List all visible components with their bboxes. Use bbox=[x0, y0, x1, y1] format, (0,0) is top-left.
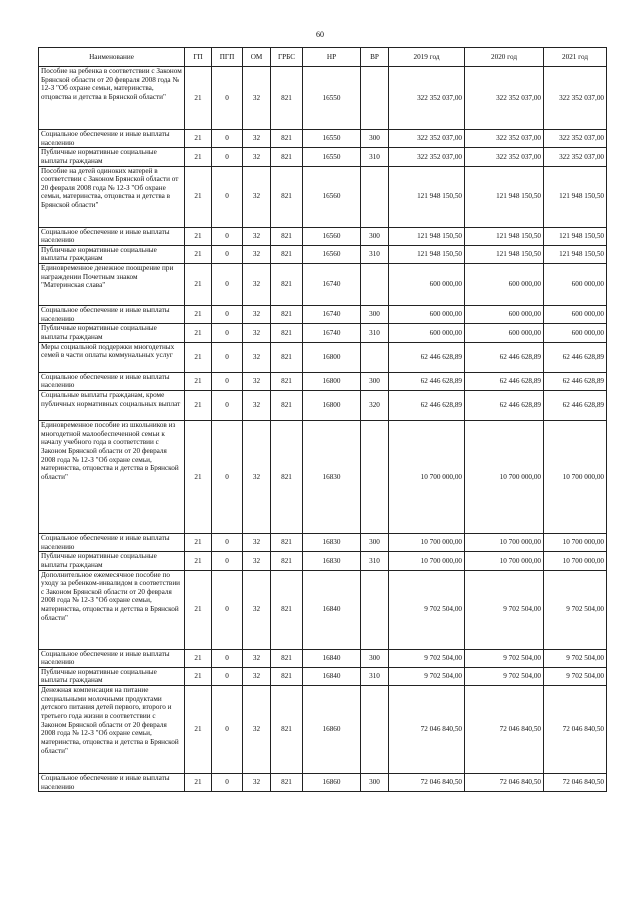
cell-gp: 21 bbox=[185, 130, 212, 148]
cell-gp: 21 bbox=[185, 324, 212, 342]
cell-2021: 62 446 628,89 bbox=[544, 342, 607, 372]
cell-2021: 9 702 504,00 bbox=[544, 570, 607, 649]
cell-vr bbox=[361, 166, 389, 227]
table-row bbox=[39, 67, 607, 130]
cell-2020: 62 446 628,89 bbox=[465, 372, 544, 390]
cell-nr: 16740 bbox=[303, 264, 361, 306]
cell-grbs: 821 bbox=[271, 420, 303, 533]
cell-grbs: 821 bbox=[271, 264, 303, 306]
table-row bbox=[39, 130, 607, 148]
cell-name: Единовременное денежное поощрение при награждении Почетным знаком "Материнская слава" bbox=[39, 264, 185, 306]
cell-gp: 21 bbox=[185, 774, 212, 792]
cell-vr: 310 bbox=[361, 148, 389, 166]
cell-gp: 21 bbox=[185, 264, 212, 306]
cell-om: 32 bbox=[243, 667, 271, 685]
cell-2020: 121 948 150,50 bbox=[465, 227, 544, 245]
cell-2021: 600 000,00 bbox=[544, 324, 607, 342]
cell-vr: 300 bbox=[361, 306, 389, 324]
table-row bbox=[39, 570, 607, 649]
cell-vr: 310 bbox=[361, 324, 389, 342]
table-row bbox=[39, 686, 607, 774]
cell-grbs: 821 bbox=[271, 533, 303, 551]
cell-om: 32 bbox=[243, 324, 271, 342]
cell-om: 32 bbox=[243, 420, 271, 533]
cell-grbs: 821 bbox=[271, 390, 303, 420]
cell-vr bbox=[361, 420, 389, 533]
cell-gp: 21 bbox=[185, 148, 212, 166]
cell-om: 32 bbox=[243, 390, 271, 420]
table-row bbox=[39, 533, 607, 551]
cell-2021: 322 352 037,00 bbox=[544, 148, 607, 166]
column-header: ПГП bbox=[212, 48, 243, 67]
table-row bbox=[39, 324, 607, 342]
cell-grbs: 821 bbox=[271, 130, 303, 148]
cell-name: Социальное обеспечение и иные выплаты населению bbox=[39, 774, 185, 792]
cell-pgp: 0 bbox=[212, 67, 243, 130]
cell-om: 32 bbox=[243, 686, 271, 774]
cell-grbs: 821 bbox=[271, 552, 303, 570]
cell-grbs: 821 bbox=[271, 774, 303, 792]
column-header: НР bbox=[303, 48, 361, 67]
cell-grbs: 821 bbox=[271, 324, 303, 342]
cell-nr: 16800 bbox=[303, 372, 361, 390]
cell-nr: 16560 bbox=[303, 166, 361, 227]
cell-om: 32 bbox=[243, 649, 271, 667]
cell-pgp: 0 bbox=[212, 533, 243, 551]
cell-pgp: 0 bbox=[212, 166, 243, 227]
cell-nr: 16550 bbox=[303, 67, 361, 130]
table-header-row bbox=[39, 48, 607, 67]
cell-2019: 62 446 628,89 bbox=[389, 342, 465, 372]
cell-gp: 21 bbox=[185, 667, 212, 685]
cell-2020: 121 948 150,50 bbox=[465, 245, 544, 263]
cell-gp: 21 bbox=[185, 306, 212, 324]
cell-grbs: 821 bbox=[271, 67, 303, 130]
column-header: ВР bbox=[361, 48, 389, 67]
cell-vr bbox=[361, 264, 389, 306]
cell-om: 32 bbox=[243, 148, 271, 166]
cell-pgp: 0 bbox=[212, 342, 243, 372]
cell-pgp: 0 bbox=[212, 245, 243, 263]
cell-grbs: 821 bbox=[271, 570, 303, 649]
cell-2019: 600 000,00 bbox=[389, 264, 465, 306]
cell-2021: 62 446 628,89 bbox=[544, 372, 607, 390]
cell-2021: 600 000,00 bbox=[544, 306, 607, 324]
cell-pgp: 0 bbox=[212, 130, 243, 148]
cell-2019: 10 700 000,00 bbox=[389, 552, 465, 570]
cell-2020: 121 948 150,50 bbox=[465, 166, 544, 227]
cell-grbs: 821 bbox=[271, 166, 303, 227]
column-header: ГРБС bbox=[271, 48, 303, 67]
table-row bbox=[39, 390, 607, 420]
cell-pgp: 0 bbox=[212, 420, 243, 533]
cell-2021: 72 046 840,50 bbox=[544, 774, 607, 792]
cell-2019: 121 948 150,50 bbox=[389, 166, 465, 227]
cell-om: 32 bbox=[243, 342, 271, 372]
cell-pgp: 0 bbox=[212, 686, 243, 774]
column-header: 2020 год bbox=[465, 48, 544, 67]
cell-vr: 300 bbox=[361, 774, 389, 792]
cell-om: 32 bbox=[243, 306, 271, 324]
cell-2020: 10 700 000,00 bbox=[465, 420, 544, 533]
table-row bbox=[39, 245, 607, 263]
column-header: Наименование bbox=[39, 48, 185, 67]
cell-name: Публичные нормативные социальные выплаты гражданам bbox=[39, 552, 185, 570]
cell-name: Дополнительное ежемесячное пособие по уходу за ребенком-инвалидом в соответствии с Законом Брянской области от 20 февраля 2008 года № 12-З "Об охране семьи, материнства, отцовства и детства в Брянской области" bbox=[39, 570, 185, 649]
table-row bbox=[39, 342, 607, 372]
cell-vr: 300 bbox=[361, 649, 389, 667]
cell-2020: 9 702 504,00 bbox=[465, 649, 544, 667]
cell-pgp: 0 bbox=[212, 264, 243, 306]
cell-gp: 21 bbox=[185, 649, 212, 667]
table-row bbox=[39, 306, 607, 324]
cell-2021: 9 702 504,00 bbox=[544, 667, 607, 685]
cell-2020: 600 000,00 bbox=[465, 324, 544, 342]
cell-2021: 10 700 000,00 bbox=[544, 552, 607, 570]
table-row bbox=[39, 227, 607, 245]
cell-vr: 300 bbox=[361, 372, 389, 390]
cell-nr: 16800 bbox=[303, 390, 361, 420]
cell-nr: 16560 bbox=[303, 227, 361, 245]
table-row bbox=[39, 420, 607, 533]
cell-nr: 16560 bbox=[303, 245, 361, 263]
cell-gp: 21 bbox=[185, 552, 212, 570]
cell-grbs: 821 bbox=[271, 649, 303, 667]
cell-name: Меры социальной поддержки многодетных семей в части оплаты коммунальных услуг bbox=[39, 342, 185, 372]
cell-name: Денежная компенсация на питание специальными молочными продуктами детского питания детей первого, второго и третьего года жизни в соответствии с Законом Брянской области от 20 февраля 2008 года № 12-З "Об охране семьи, материнства, отцовства и детства в Брянской области" bbox=[39, 686, 185, 774]
column-header: ОМ bbox=[243, 48, 271, 67]
cell-2019: 10 700 000,00 bbox=[389, 420, 465, 533]
cell-om: 32 bbox=[243, 552, 271, 570]
cell-name: Единовременное пособие из школьников из многодетной малообеспеченной семьи к началу учебного года в соответствии с Законом Брянской области от 20 февраля 2008 года № 12-З "Об охране семьи, материнства, отцовства и детства в Брянской области" bbox=[39, 420, 185, 533]
cell-2020: 62 446 628,89 bbox=[465, 390, 544, 420]
cell-2019: 121 948 150,50 bbox=[389, 227, 465, 245]
cell-grbs: 821 bbox=[271, 372, 303, 390]
cell-gp: 21 bbox=[185, 67, 212, 130]
cell-om: 32 bbox=[243, 245, 271, 263]
cell-vr bbox=[361, 342, 389, 372]
cell-2020: 10 700 000,00 bbox=[465, 552, 544, 570]
table-row bbox=[39, 649, 607, 667]
cell-om: 32 bbox=[243, 774, 271, 792]
cell-2020: 62 446 628,89 bbox=[465, 342, 544, 372]
cell-2019: 10 700 000,00 bbox=[389, 533, 465, 551]
cell-nr: 16860 bbox=[303, 686, 361, 774]
cell-pgp: 0 bbox=[212, 649, 243, 667]
cell-nr: 16840 bbox=[303, 570, 361, 649]
cell-nr: 16840 bbox=[303, 649, 361, 667]
cell-2021: 62 446 628,89 bbox=[544, 390, 607, 420]
cell-pgp: 0 bbox=[212, 372, 243, 390]
cell-name: Пособие на детей одиноких матерей в соответствии с Законом Брянской области от 20 февраля 2008 года № 12-З "Об охране семьи, материнства, отцовства и детства в Брянской области" bbox=[39, 166, 185, 227]
cell-vr: 310 bbox=[361, 245, 389, 263]
cell-pgp: 0 bbox=[212, 774, 243, 792]
cell-2021: 322 352 037,00 bbox=[544, 67, 607, 130]
cell-om: 32 bbox=[243, 166, 271, 227]
cell-vr bbox=[361, 570, 389, 649]
cell-2021: 9 702 504,00 bbox=[544, 649, 607, 667]
cell-2021: 121 948 150,50 bbox=[544, 227, 607, 245]
cell-name: Социальные выплаты гражданам, кроме публичных нормативных социальных выплат bbox=[39, 390, 185, 420]
cell-2021: 121 948 150,50 bbox=[544, 245, 607, 263]
cell-2021: 121 948 150,50 bbox=[544, 166, 607, 227]
cell-nr: 16800 bbox=[303, 342, 361, 372]
cell-name: Социальное обеспечение и иные выплаты населению bbox=[39, 372, 185, 390]
cell-2020: 322 352 037,00 bbox=[465, 67, 544, 130]
table-row bbox=[39, 148, 607, 166]
table-row bbox=[39, 264, 607, 306]
cell-name: Социальное обеспечение и иные выплаты населению bbox=[39, 649, 185, 667]
cell-name: Социальное обеспечение и иные выплаты населению bbox=[39, 306, 185, 324]
cell-gp: 21 bbox=[185, 686, 212, 774]
page-number: 60 bbox=[316, 30, 324, 39]
cell-gp: 21 bbox=[185, 390, 212, 420]
cell-pgp: 0 bbox=[212, 570, 243, 649]
column-header: ГП bbox=[185, 48, 212, 67]
cell-grbs: 821 bbox=[271, 667, 303, 685]
table-row bbox=[39, 552, 607, 570]
cell-grbs: 821 bbox=[271, 148, 303, 166]
cell-om: 32 bbox=[243, 533, 271, 551]
cell-grbs: 821 bbox=[271, 686, 303, 774]
cell-nr: 16550 bbox=[303, 130, 361, 148]
cell-om: 32 bbox=[243, 227, 271, 245]
cell-gp: 21 bbox=[185, 372, 212, 390]
cell-name: Публичные нормативные социальные выплаты гражданам bbox=[39, 324, 185, 342]
cell-2020: 72 046 840,50 bbox=[465, 686, 544, 774]
cell-name: Социальное обеспечение и иные выплаты населению bbox=[39, 227, 185, 245]
cell-nr: 16740 bbox=[303, 306, 361, 324]
cell-2020: 72 046 840,50 bbox=[465, 774, 544, 792]
cell-om: 32 bbox=[243, 264, 271, 306]
column-header: 2019 год bbox=[389, 48, 465, 67]
cell-om: 32 bbox=[243, 570, 271, 649]
cell-2021: 72 046 840,50 bbox=[544, 686, 607, 774]
cell-vr: 300 bbox=[361, 533, 389, 551]
cell-2019: 72 046 840,50 bbox=[389, 686, 465, 774]
cell-2019: 322 352 037,00 bbox=[389, 148, 465, 166]
cell-2019: 322 352 037,00 bbox=[389, 67, 465, 130]
cell-2021: 10 700 000,00 bbox=[544, 533, 607, 551]
cell-2021: 600 000,00 bbox=[544, 264, 607, 306]
cell-om: 32 bbox=[243, 67, 271, 130]
cell-name: Социальное обеспечение и иные выплаты населению bbox=[39, 130, 185, 148]
column-header: 2021 год bbox=[544, 48, 607, 67]
cell-2019: 322 352 037,00 bbox=[389, 130, 465, 148]
cell-gp: 21 bbox=[185, 166, 212, 227]
cell-vr: 300 bbox=[361, 130, 389, 148]
cell-2020: 322 352 037,00 bbox=[465, 130, 544, 148]
cell-pgp: 0 bbox=[212, 306, 243, 324]
cell-vr bbox=[361, 686, 389, 774]
table-row bbox=[39, 372, 607, 390]
cell-name: Публичные нормативные социальные выплаты гражданам bbox=[39, 245, 185, 263]
table-row bbox=[39, 166, 607, 227]
cell-vr: 310 bbox=[361, 667, 389, 685]
cell-2020: 9 702 504,00 bbox=[465, 667, 544, 685]
cell-grbs: 821 bbox=[271, 227, 303, 245]
cell-gp: 21 bbox=[185, 420, 212, 533]
cell-2021: 322 352 037,00 bbox=[544, 130, 607, 148]
cell-pgp: 0 bbox=[212, 227, 243, 245]
cell-name: Публичные нормативные социальные выплаты гражданам bbox=[39, 148, 185, 166]
cell-2019: 600 000,00 bbox=[389, 306, 465, 324]
cell-grbs: 821 bbox=[271, 342, 303, 372]
cell-vr bbox=[361, 67, 389, 130]
cell-vr: 300 bbox=[361, 227, 389, 245]
cell-2020: 9 702 504,00 bbox=[465, 570, 544, 649]
cell-pgp: 0 bbox=[212, 552, 243, 570]
cell-2019: 121 948 150,50 bbox=[389, 245, 465, 263]
cell-2019: 9 702 504,00 bbox=[389, 649, 465, 667]
cell-gp: 21 bbox=[185, 570, 212, 649]
cell-name: Пособие на ребенка в соответствии с Законом Брянской области от 20 февраля 2008 года № 12-З "Об охране семьи, материнства, отцовства и детства в Брянской области" bbox=[39, 67, 185, 130]
cell-gp: 21 bbox=[185, 245, 212, 263]
cell-nr: 16830 bbox=[303, 533, 361, 551]
cell-2019: 72 046 840,50 bbox=[389, 774, 465, 792]
cell-gp: 21 bbox=[185, 227, 212, 245]
cell-nr: 16740 bbox=[303, 324, 361, 342]
cell-2019: 9 702 504,00 bbox=[389, 570, 465, 649]
cell-2019: 62 446 628,89 bbox=[389, 390, 465, 420]
cell-pgp: 0 bbox=[212, 324, 243, 342]
cell-pgp: 0 bbox=[212, 667, 243, 685]
cell-2020: 10 700 000,00 bbox=[465, 533, 544, 551]
cell-2019: 9 702 504,00 bbox=[389, 667, 465, 685]
cell-nr: 16830 bbox=[303, 420, 361, 533]
cell-gp: 21 bbox=[185, 342, 212, 372]
cell-om: 32 bbox=[243, 130, 271, 148]
cell-nr: 16550 bbox=[303, 148, 361, 166]
cell-gp: 21 bbox=[185, 533, 212, 551]
cell-2020: 322 352 037,00 bbox=[465, 148, 544, 166]
cell-name: Социальное обеспечение и иные выплаты населению bbox=[39, 533, 185, 551]
table-row bbox=[39, 667, 607, 685]
cell-om: 32 bbox=[243, 372, 271, 390]
cell-name: Публичные нормативные социальные выплаты гражданам bbox=[39, 667, 185, 685]
table-row bbox=[39, 774, 607, 792]
cell-2019: 600 000,00 bbox=[389, 324, 465, 342]
cell-nr: 16830 bbox=[303, 552, 361, 570]
cell-vr: 310 bbox=[361, 552, 389, 570]
cell-2020: 600 000,00 bbox=[465, 306, 544, 324]
cell-nr: 16860 bbox=[303, 774, 361, 792]
budget-table bbox=[38, 47, 607, 792]
cell-vr: 320 bbox=[361, 390, 389, 420]
cell-pgp: 0 bbox=[212, 148, 243, 166]
cell-2020: 600 000,00 bbox=[465, 264, 544, 306]
cell-pgp: 0 bbox=[212, 390, 243, 420]
cell-grbs: 821 bbox=[271, 245, 303, 263]
cell-nr: 16840 bbox=[303, 667, 361, 685]
cell-grbs: 821 bbox=[271, 306, 303, 324]
cell-2021: 10 700 000,00 bbox=[544, 420, 607, 533]
cell-2019: 62 446 628,89 bbox=[389, 372, 465, 390]
